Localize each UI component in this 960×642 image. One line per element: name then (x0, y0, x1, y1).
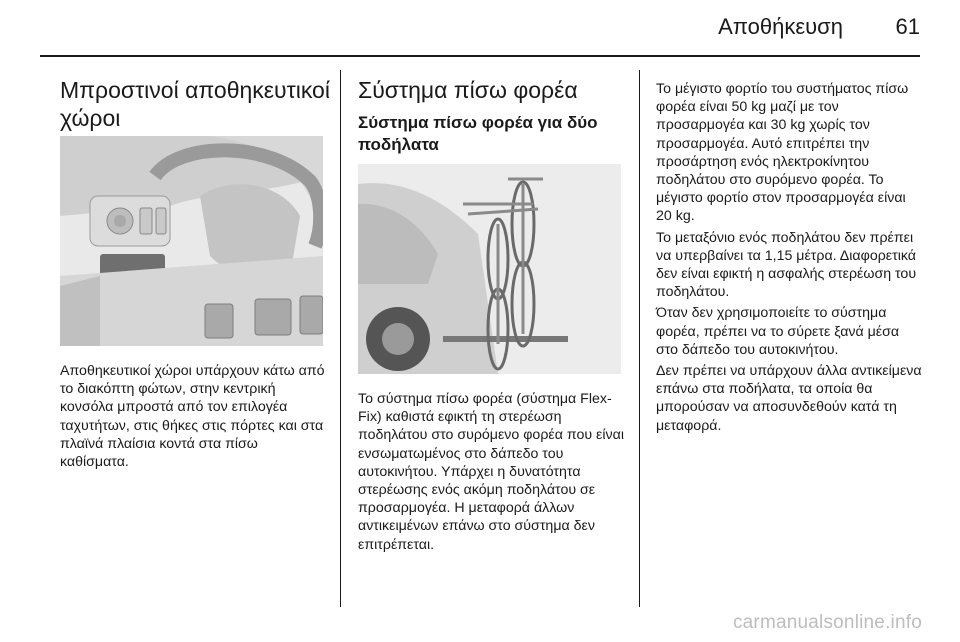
header-rule (40, 55, 920, 57)
paragraph-loose-objects: Δεν πρέπει να υπάρχουν άλλα αντικείμενα επάνω στα ποδήλατα, τα οποία θα μπορούσαν να αποσυνδεθούν κατά τη μεταφορά. (656, 363, 922, 434)
page-number: 61 (895, 14, 920, 39)
paragraph-wheelbase: Το μεταξόνιο ενός ποδηλάτου δεν πρέπει να υπερβαίνει τα 1,15 μέτρα. Διαφορετικά δεν είναι εφικτή η ασφαλής στερέωση του ποδηλάτου. (656, 229, 917, 301)
paragraph-stow: Όταν δεν χρησιμοποιείτε το σύστημα φορέα, πρέπει να το σύρετε ξανά μέσα στο δάπεδο του αυτοκινήτου. (656, 305, 900, 358)
rear-carrier-text: Το σύστημα πίσω φορέα (σύστημα Flex-Fix) καθιστά εφικτή τη στερέωση ποδηλάτου στο συρόμενο φορέα που είναι ενσωματωμένος στο δάπεδο του αυτοκινήτου. Υπάρχει η δυνατότητα στερέωσης ενός ακόμη ποδηλάτου σε προσαρμογέα. Η μεταφορά άλλων αντικειμένων επάνω στο σύστημα δεν επιτρέπεται. (358, 391, 624, 553)
figure-bike-carrier (358, 164, 621, 374)
column-divider-2 (639, 70, 640, 607)
running-title: Αποθήκευση (718, 14, 843, 39)
carrier-details-column (656, 80, 924, 438)
subheading-two-bikes: Σύστημα πίσω φορέα για δύο ποδήλατα (358, 113, 598, 154)
section-heading-front-storage: Μπροστινοί αποθηκευτικοί χώροι (60, 77, 330, 131)
section-heading-rear-carrier: Σύστημα πίσω φορέα (358, 77, 578, 103)
watermark: carmanualsonline.info (732, 612, 922, 633)
figure-interior-pedals (60, 136, 323, 346)
bike-carrier-illustration (358, 164, 621, 374)
front-storage-text: Αποθηκευτικοί χώροι υπάρχουν κάτω από το διακόπτη φώτων, στην κεντρική κονσόλα μπροστά από τον επιλογέα ταχυτήτων, στις θήκες στις πόρτες και στα πλαϊνά πλαίσια κοντά στα πίσω καθίσματα. (60, 363, 325, 471)
paragraph-max-load: Το μέγιστο φορτίο του συστήματος πίσω φορέα είναι 50 kg μαζί με τον προσαρμογέα και 30 kg χωρίς τον προσαρμογέα. Αυτό επιτρέπει την προσάρτηση ενός ηλεκτροκίνητου ποδηλάτου στο συρόμενο φορέα. Το μέγιστο φορτίο στον προσαρμογέα είναι 20 kg. (656, 81, 909, 225)
interior-illustration (60, 136, 323, 346)
column-divider-1 (340, 70, 341, 607)
